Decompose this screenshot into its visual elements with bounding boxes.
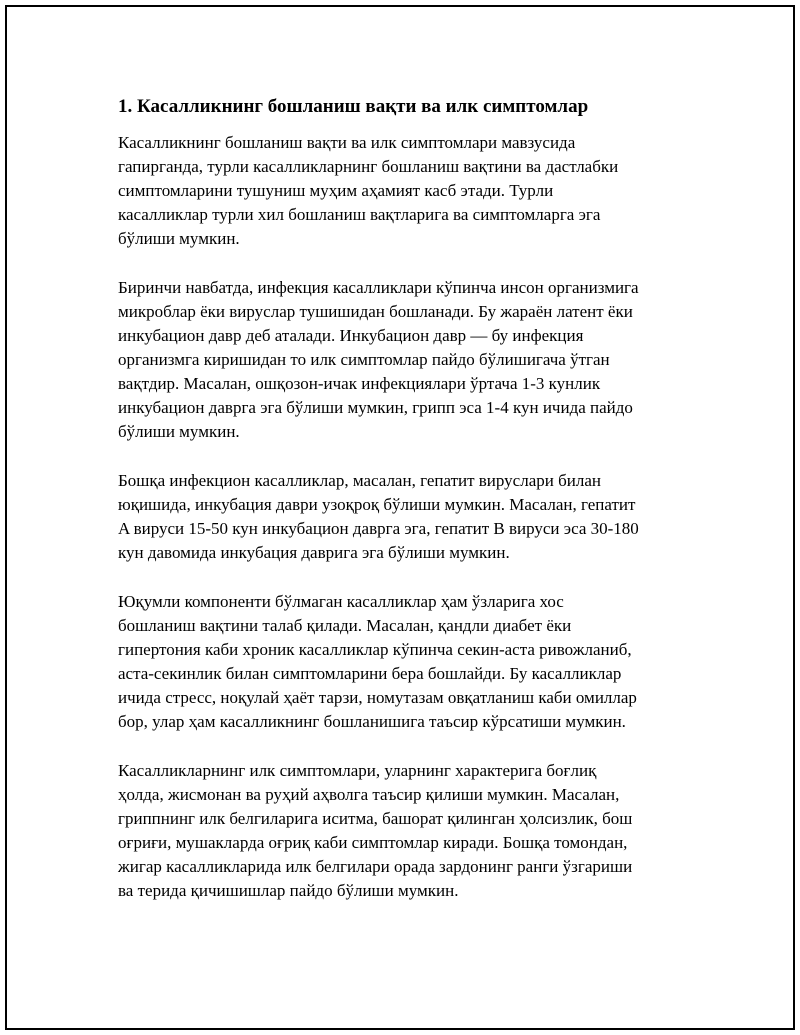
paragraph-line: Касалликларнинг илк симптомлари, уларнинг характерига боғлиқ bbox=[118, 761, 597, 780]
paragraph-line: инкубацион давр деб аталади. Инкубацион давр — бу инфекция bbox=[118, 326, 584, 345]
paragraph-line: гапирганда, турли касалликларнинг бошланиш вақтини ва дастлабки bbox=[118, 157, 619, 176]
paragraph-4 bbox=[118, 590, 688, 734]
paragraph-line: вақтдир. Масалан, ошқозон-ичак инфекциялари ўртача 1-3 кунлик bbox=[118, 374, 601, 393]
section-heading: 1. Касалликнинг бошланиш вақти ва илк симптомлар bbox=[118, 96, 589, 117]
paragraph-line: гипертония каби хроник касалликлар кўпинча секин-аста ривожланиб, bbox=[118, 640, 632, 659]
document-body bbox=[118, 94, 688, 928]
paragraph-line: A вируси 15-50 кун инкубацион даврга эга, гепатит B вируси эса 30-180 bbox=[118, 519, 639, 538]
paragraph-line: аста-секинлик билан симптомларини бера бошлайди. Бу касалликлар bbox=[118, 664, 622, 683]
paragraph-line: Биринчи навбатда, инфекция касалликлари кўпинча инсон организмига bbox=[118, 278, 639, 297]
paragraph-line: жигар касалликларида илк белгилари орада зардонинг ранги ўзгариши bbox=[118, 857, 633, 876]
paragraph-1 bbox=[118, 131, 688, 251]
paragraph-line: касалликлар турли хил бошланиш вақтларига ва симптомларга эга bbox=[118, 205, 601, 224]
paragraph-line: организмга киришидан то илк симптомлар пайдо бўлишигача ўтган bbox=[118, 350, 610, 369]
paragraph-line: симптомларини тушуниш муҳим аҳамият касб этади. Турли bbox=[118, 181, 554, 200]
paragraph-line: ва терида қичишишлар пайдо бўлиши мумкин. bbox=[118, 881, 459, 900]
paragraph-line: бўлиши мумкин. bbox=[118, 422, 240, 441]
paragraph-line: юқишида, инкубация даври узоқроқ бўлиши мумкин. Масалан, гепатит bbox=[118, 495, 636, 514]
paragraph-line: оғриғи, мушакларда оғриқ каби симптомлар киради. Бошқа томондан, bbox=[118, 833, 628, 852]
paragraph-line: Касалликнинг бошланиш вақти ва илк симптомлари мавзусида bbox=[118, 133, 576, 152]
paragraph-line: бор, улар ҳам касалликнинг бошланишига таъсир кўрсатиши мумкин. bbox=[118, 712, 626, 731]
paragraph-line: микроблар ёки вируслар тушишидан бошланади. Бу жараён латент ёки bbox=[118, 302, 633, 321]
paragraph-3 bbox=[118, 469, 688, 565]
paragraph-line: кун давомида инкубация даврига эга бўлиши мумкин. bbox=[118, 543, 510, 562]
paragraph-line: ҳолда, жисмонан ва руҳий аҳволга таъсир қилиши мумкин. Масалан, bbox=[118, 785, 620, 804]
paragraph-line: Бошқа инфекцион касалликлар, масалан, гепатит вируслари билан bbox=[118, 471, 601, 490]
paragraph-5 bbox=[118, 759, 688, 903]
paragraph-line: инкубацион даврга эга бўлиши мумкин, грипп эса 1-4 кун ичида пайдо bbox=[118, 398, 633, 417]
paragraph-line: Юқумли компоненти бўлмаган касалликлар ҳам ўзларига хос bbox=[118, 592, 564, 611]
paragraph-line: бўлиши мумкин. bbox=[118, 229, 240, 248]
paragraph-line: бошланиш вақтини талаб қилади. Масалан, қандли диабет ёки bbox=[118, 616, 572, 635]
paragraph-line: ичида стресс, ноқулай ҳаёт тарзи, номутазам овқатланиш каби омиллар bbox=[118, 688, 637, 707]
paragraph-2 bbox=[118, 276, 688, 444]
paragraph-line: гриппнинг илк белгиларига иситма, башорат қилинган ҳолсизлик, бош bbox=[118, 809, 633, 828]
